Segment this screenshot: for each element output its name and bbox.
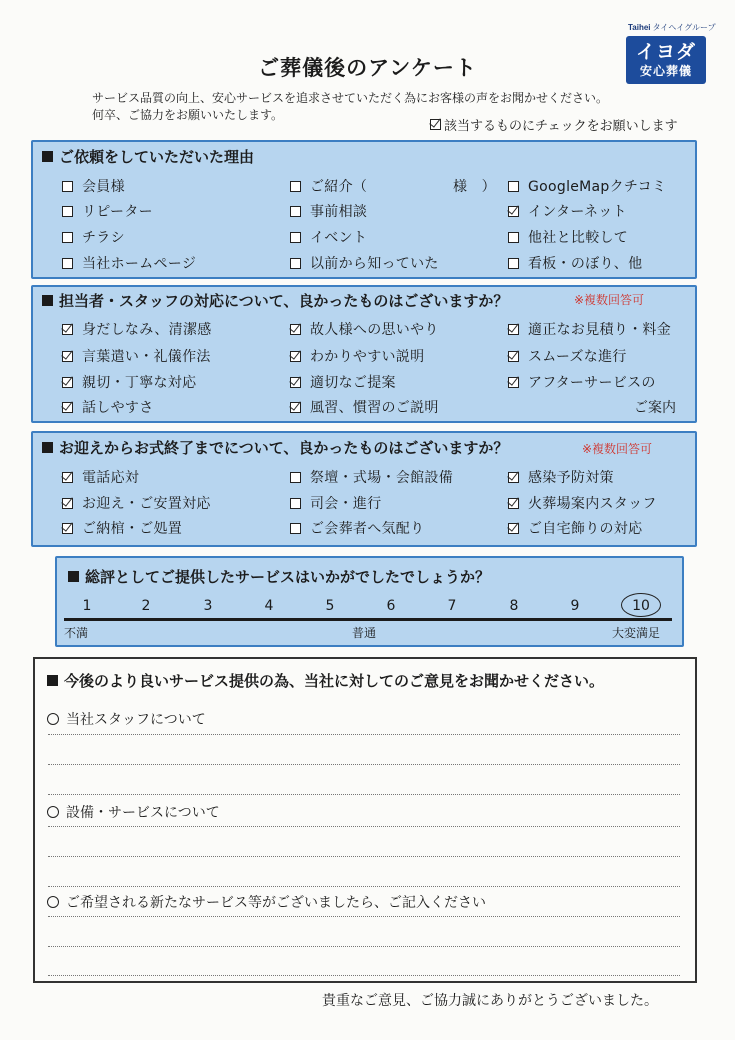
answer-line[interactable] [48,826,680,827]
survey-option[interactable] [62,253,196,273]
checkbox[interactable] [62,498,73,509]
survey-option[interactable] [290,397,439,417]
survey-option[interactable] [62,518,182,538]
option-label: ご会葬者へ気配り [310,521,425,537]
option-label: 適正なお見積り・料金 [528,322,671,338]
option-label: 話しやすさ [82,400,154,416]
checkbox[interactable] [508,232,519,243]
checkbox[interactable] [508,181,519,192]
checkbox[interactable] [62,324,73,335]
survey-option[interactable] [290,227,367,247]
rating-number[interactable]: 9 [570,598,580,614]
rating-high-label: 大変満足 [612,626,661,640]
staff-multi-answer-note: ※複数回答可 [574,293,645,307]
survey-option[interactable] [290,319,439,339]
answer-line[interactable] [48,886,680,887]
option-label: GoogleMapクチコミ [528,179,667,195]
checkbox[interactable] [290,472,301,483]
answer-line[interactable] [48,916,680,917]
checkbox[interactable] [508,324,519,335]
option-label: 祭壇・式場・会館設備 [310,470,453,486]
ceremony-section-title: お迎えからお式終了までについて、良かったものはございますか？ [42,437,508,458]
ceremony-multi-answer-note: ※複数回答可 [582,442,653,456]
checkbox[interactable] [62,258,73,269]
rating-number[interactable]: 10 [632,598,650,614]
checkbox[interactable] [62,523,73,534]
brand-name: イヨダ [635,41,696,63]
rating-number[interactable]: 7 [447,598,457,614]
square-bullet-icon [68,571,79,582]
option-label: 看板・のぼり、他 [528,256,643,272]
answer-line[interactable] [48,975,680,976]
checkbox[interactable] [508,472,519,483]
option-label: 適切なご提案 [310,375,396,391]
option-label: 言葉遣い・礼儀作法 [82,349,211,365]
checkbox[interactable] [290,206,301,217]
checkbox[interactable] [508,206,519,217]
answer-line[interactable] [48,734,680,735]
rating-title: 総評としてご提供したサービスはいかがでしたでしょうか？ [68,566,490,587]
checkbox[interactable] [508,258,519,269]
survey-option[interactable] [290,467,453,487]
option-label: 身だしなみ、清潔感 [82,322,212,338]
rating-scale-line [64,618,672,621]
checkbox[interactable] [290,377,301,388]
survey-option[interactable] [62,397,154,417]
survey-option[interactable] [62,201,153,221]
checkbox[interactable] [508,377,519,388]
circle-bullet-icon [47,806,59,818]
option-label: イベント [310,230,368,246]
brand-tagline: 安心葬儀 [639,64,692,78]
checkbox[interactable] [508,351,519,362]
option-label: 以前から知っていた [310,256,439,272]
option-label: 感染予防対策 [528,470,614,486]
circle-bullet-icon [47,896,59,908]
option-label: 風習、慣習のご説明 [310,400,439,416]
survey-option[interactable] [508,201,627,221]
opinion-question-new-services: ご希望される新たなサービス等がございましたら、ご記入ください [47,892,486,912]
square-bullet-icon [42,151,53,162]
survey-option[interactable] [508,346,627,366]
checkbox[interactable] [290,402,301,413]
group-label: タイヘイグループ [652,23,716,32]
survey-option[interactable] [508,227,628,247]
checkbox[interactable] [290,523,301,534]
reason-section-title: ご依頼をしていただいた理由 [42,146,254,167]
survey-option[interactable] [62,176,125,196]
square-bullet-icon [42,295,53,306]
survey-option[interactable] [290,372,396,392]
staff-section-title: 担当者・スタッフの対応について、良かったものはございますか？ [42,290,508,311]
survey-option[interactable] [508,518,642,538]
survey-option[interactable] [508,319,671,339]
survey-option[interactable] [62,319,212,339]
checkbox[interactable] [290,258,301,269]
option-label: チラシ [82,230,125,246]
checkbox[interactable] [290,324,301,335]
survey-option[interactable] [508,253,642,273]
option-label: お迎え・ご安置対応 [82,496,211,512]
survey-option[interactable] [62,467,139,487]
checkbox[interactable] [62,181,73,192]
opinion-title: 今後のより良いサービス提供の為、当社に対してのご意見をお聞かせください。 [47,670,604,691]
group-name [626,22,716,33]
survey-option[interactable] [508,493,657,513]
checkbox[interactable] [290,498,301,509]
option-label: ご自宅飾りの対応 [528,521,643,537]
thanks-message: 貴重なご意見、ご協力誠にありがとうございました。 [322,993,658,1009]
checkbox[interactable] [290,351,301,362]
option-label: スムーズな進行 [528,349,627,365]
rating-number[interactable]: 4 [264,598,274,614]
option-label: 当社ホームページ [82,256,197,272]
checkbox[interactable] [62,206,73,217]
survey-option[interactable] [290,253,439,273]
selected-rating-circle [621,593,661,617]
option-label: 親切・丁寧な対応 [82,375,197,391]
survey-option[interactable] [290,493,382,513]
option-label: アフターサービスの [528,375,656,391]
checkbox[interactable] [290,181,301,192]
check-instruction-text: 該当するものにチェックをお願いします [444,119,678,134]
option-label: リピーター [82,204,153,220]
checkbox[interactable] [62,351,73,362]
square-bullet-icon [47,675,58,686]
survey-option[interactable] [62,227,125,247]
option-label: ご紹介（ 様 ） [310,179,496,195]
checkbox[interactable] [508,498,519,509]
page-title: ご葬儀後のアンケート [258,56,477,80]
answer-line[interactable] [48,794,680,795]
group-brand: Taihei [628,23,651,32]
rating-number[interactable]: 5 [325,598,335,614]
survey-option[interactable] [290,176,496,196]
intro-line-1: サービス品質の向上、安心サービスを追求させていただく為にお客様の声をお聞かせください。 [92,91,609,105]
sample-checkbox-icon [430,119,441,130]
survey-option[interactable] [508,176,666,196]
rating-low-label: 不満 [64,626,89,640]
option-label: 故人様への思いやり [310,322,439,338]
square-bullet-icon [42,442,53,453]
answer-line[interactable] [48,764,680,765]
checkbox[interactable] [62,402,73,413]
circle-bullet-icon [47,713,59,725]
option-label: 司会・進行 [310,496,382,512]
opinion-question-staff: 当社スタッフについて [47,709,206,729]
survey-option[interactable] [62,372,196,392]
check-instruction [430,115,678,134]
survey-option[interactable] [62,493,211,513]
survey-option[interactable] [290,346,424,366]
rating-number[interactable]: 8 [509,598,519,614]
checkbox[interactable] [62,472,73,483]
checkbox[interactable] [508,523,519,534]
option-label: 電話応対 [82,470,140,486]
survey-option[interactable] [508,372,656,392]
rating-number[interactable]: 2 [141,598,151,614]
checkbox[interactable] [62,377,73,388]
option-label: 火葬場案内スタッフ [528,496,657,512]
option-label: 事前相談 [310,204,368,220]
checkbox[interactable] [62,232,73,243]
option-label: わかりやすい説明 [310,349,425,365]
checkbox[interactable] [290,232,301,243]
option-label: 会員様 [82,179,125,195]
opinion-question-facilities: 設備・サービスについて [47,802,220,822]
survey-option[interactable] [290,201,367,221]
rating-number[interactable]: 1 [82,598,92,614]
survey-option[interactable] [62,346,211,366]
survey-option[interactable] [290,518,424,538]
rating-mid-label: 普通 [352,626,377,640]
option-label: ご納棺・ご処置 [82,521,183,537]
option-label: 他社と比較して [528,230,629,246]
survey-option[interactable] [508,467,614,487]
answer-line[interactable] [48,946,680,947]
rating-number[interactable]: 3 [203,598,213,614]
intro-line-2: 何卒、ご協力をお願いいたします。 [92,108,284,122]
aftercare-continuation: ご案内 [634,400,676,416]
rating-number[interactable]: 6 [386,598,396,614]
option-label: インターネット [528,204,627,220]
answer-line[interactable] [48,856,680,857]
